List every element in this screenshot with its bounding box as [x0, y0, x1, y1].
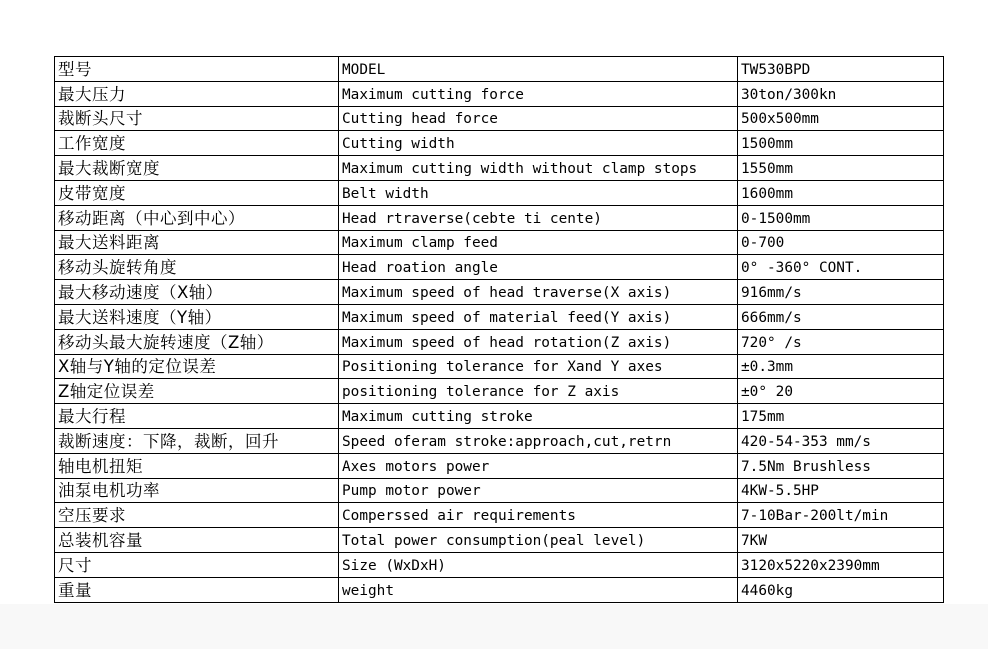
table-row — [55, 304, 944, 329]
param-name-zh: 最大行程 — [55, 404, 339, 429]
param-name-en: positioning tolerance for Z axis — [339, 379, 738, 404]
param-value: 916mm/s — [738, 280, 944, 305]
param-value: 500x500mm — [738, 106, 944, 131]
param-name-zh: 重量 — [55, 577, 339, 602]
param-value: TW530BPD — [738, 57, 944, 82]
table-row — [55, 106, 944, 131]
table-row — [55, 280, 944, 305]
table-row — [55, 255, 944, 280]
param-value: 0-1500mm — [738, 205, 944, 230]
param-name-en: Belt width — [339, 180, 738, 205]
table-row — [55, 453, 944, 478]
param-name-en: weight — [339, 577, 738, 602]
param-name-en: Head roation angle — [339, 255, 738, 280]
param-value: 7.5Nm Brushless — [738, 453, 944, 478]
param-value: 1550mm — [738, 156, 944, 181]
spec-table-body — [55, 57, 944, 603]
table-row — [55, 156, 944, 181]
table-row — [55, 379, 944, 404]
param-value: 3120x5220x2390mm — [738, 552, 944, 577]
param-value: 4KW-5.5HP — [738, 478, 944, 503]
param-value: 175mm — [738, 404, 944, 429]
page-bottom-strip — [0, 604, 988, 649]
param-name-zh: 油泵电机功率 — [55, 478, 339, 503]
param-name-en: Comperssed air requirements — [339, 503, 738, 528]
param-name-zh: 皮带宽度 — [55, 180, 339, 205]
table-row — [55, 428, 944, 453]
table-row — [55, 131, 944, 156]
param-name-zh: 移动距离（中心到中心） — [55, 205, 339, 230]
table-row — [55, 354, 944, 379]
param-name-zh: 裁断速度：下降，裁断，回升 — [55, 428, 339, 453]
param-name-en: Size (WxDxH) — [339, 552, 738, 577]
param-value: 720° /s — [738, 329, 944, 354]
table-row — [55, 503, 944, 528]
param-name-zh: Z轴定位误差 — [55, 379, 339, 404]
table-row — [55, 180, 944, 205]
table-row — [55, 230, 944, 255]
param-name-zh: 最大压力 — [55, 81, 339, 106]
param-value: 0-700 — [738, 230, 944, 255]
param-name-zh: 最大送料速度（Y轴） — [55, 304, 339, 329]
param-name-zh: 最大移动速度（X轴） — [55, 280, 339, 305]
param-name-en: Positioning tolerance for Xand Y axes — [339, 354, 738, 379]
param-name-zh: X轴与Y轴的定位误差 — [55, 354, 339, 379]
param-value: ±0.3mm — [738, 354, 944, 379]
param-name-en: Maximum cutting width without clamp stops — [339, 156, 738, 181]
param-value: 666mm/s — [738, 304, 944, 329]
param-name-en: Cutting width — [339, 131, 738, 156]
param-name-zh: 移动头旋转角度 — [55, 255, 339, 280]
param-name-en: Cutting head force — [339, 106, 738, 131]
param-name-en: Maximum cutting stroke — [339, 404, 738, 429]
table-row — [55, 577, 944, 602]
table-row — [55, 57, 944, 82]
table-row — [55, 404, 944, 429]
param-name-en: Maximum speed of material feed(Y axis) — [339, 304, 738, 329]
param-name-zh: 空压要求 — [55, 503, 339, 528]
param-name-zh: 型号 — [55, 57, 339, 82]
param-name-en: Axes motors power — [339, 453, 738, 478]
param-name-en: Maximum clamp feed — [339, 230, 738, 255]
param-name-zh: 最大裁断宽度 — [55, 156, 339, 181]
param-name-en: Pump motor power — [339, 478, 738, 503]
param-name-zh: 裁断头尺寸 — [55, 106, 339, 131]
spec-table — [54, 56, 944, 603]
table-row — [55, 552, 944, 577]
param-name-zh: 尺寸 — [55, 552, 339, 577]
table-row — [55, 329, 944, 354]
param-name-zh: 工作宽度 — [55, 131, 339, 156]
param-name-en: Maximum cutting force — [339, 81, 738, 106]
param-value: 0° -360° CONT. — [738, 255, 944, 280]
param-name-zh: 总装机容量 — [55, 528, 339, 553]
param-value: 7KW — [738, 528, 944, 553]
param-name-en: Head rtraverse(cebte ti cente) — [339, 205, 738, 230]
param-name-en: MODEL — [339, 57, 738, 82]
param-value: ±0° 20 — [738, 379, 944, 404]
table-row — [55, 81, 944, 106]
table-row — [55, 205, 944, 230]
param-value: 7-10Bar-200lt/min — [738, 503, 944, 528]
param-name-zh: 轴电机扭矩 — [55, 453, 339, 478]
param-value: 30ton/300kn — [738, 81, 944, 106]
param-name-zh: 移动头最大旋转速度（Z轴） — [55, 329, 339, 354]
param-value: 4460kg — [738, 577, 944, 602]
table-row — [55, 528, 944, 553]
param-name-en: Maximum speed of head rotation(Z axis) — [339, 329, 738, 354]
param-name-en: Total power consumption(peal level) — [339, 528, 738, 553]
param-value: 1500mm — [738, 131, 944, 156]
param-value: 420-54-353 mm/s — [738, 428, 944, 453]
param-value: 1600mm — [738, 180, 944, 205]
param-name-en: Speed oferam stroke:approach,cut,retrn — [339, 428, 738, 453]
param-name-en: Maximum speed of head traverse(X axis) — [339, 280, 738, 305]
table-row — [55, 478, 944, 503]
param-name-zh: 最大送料距离 — [55, 230, 339, 255]
